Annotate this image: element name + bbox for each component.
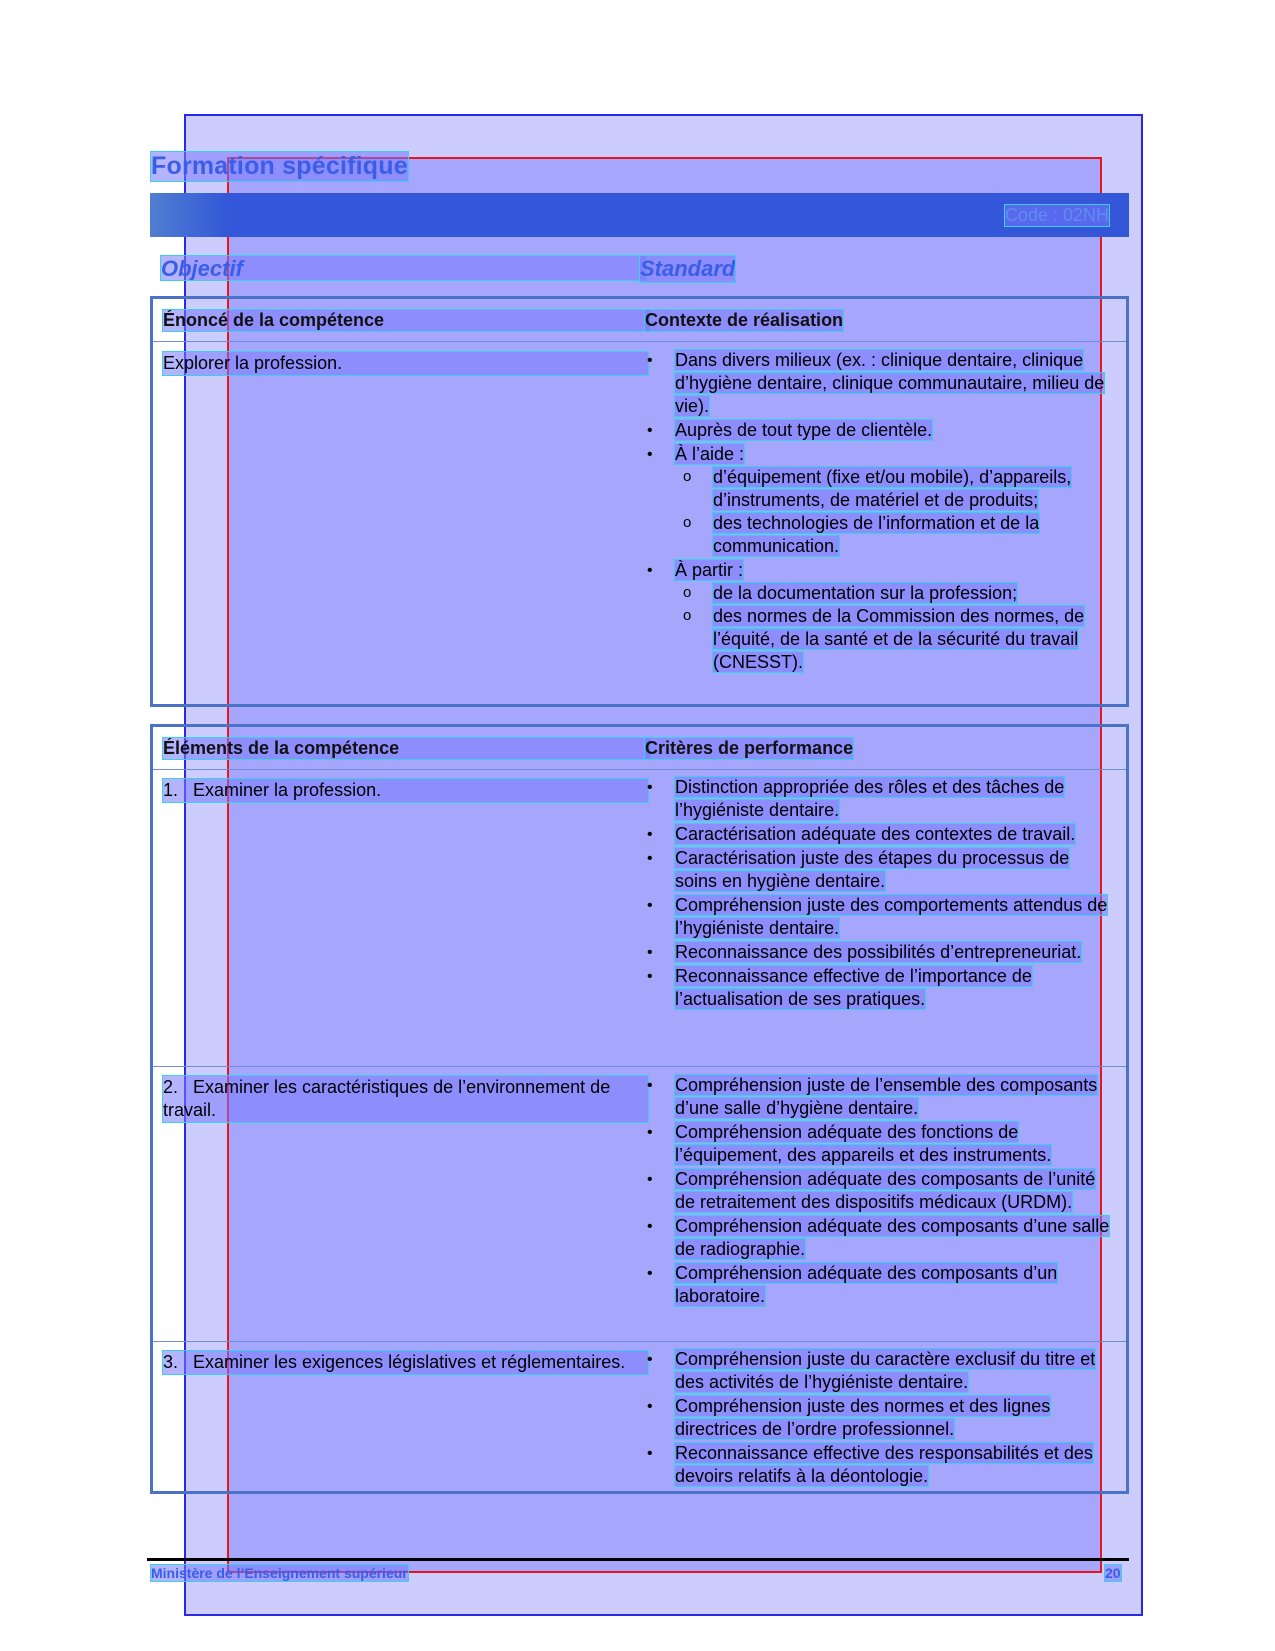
competence-table (150, 296, 1129, 707)
elements-header: Éléments de la compétence (163, 738, 650, 759)
element-2: 2. Examiner les caractéristiques de l’environnement de travail. (163, 1076, 648, 1122)
list-item: • Reconnaissance des possibilités d’entrepreneuriat. (645, 941, 1115, 964)
sub-list-item: o des normes de la Commission des normes, de l’équité, de la santé et de la sécurité du travail (CNESST). (675, 605, 1115, 674)
standard-heading: Standard (640, 256, 736, 281)
sub-list-item: o de la documentation sur la profession; (675, 582, 1115, 605)
context-list (645, 349, 1115, 675)
list-item: • Compréhension adéquate des composants d’un laboratoire. (645, 1262, 1115, 1308)
competence-table-header (153, 299, 1126, 342)
list-item: • Caractérisation adéquate des contextes de travail. (645, 823, 1115, 846)
list-item: • Compréhension adéquate des composants de l’unité de retraitement des dispositifs médicaux (URDM). (645, 1168, 1115, 1214)
list-item: • Dans divers milieux (ex. : clinique dentaire, clinique d’hygiène dentaire, clinique communautaire, milieu de vie). (645, 349, 1115, 418)
list-item: • Compréhension juste du caractère exclusif du titre et des activités de l’hygiéniste dentaire. (645, 1348, 1115, 1394)
list-item: • Compréhension juste des normes et des lignes directrices de l’ordre professionnel. (645, 1395, 1115, 1441)
list-item: • Caractérisation juste des étapes du processus de soins en hygiène dentaire. (645, 847, 1115, 893)
row-divider (153, 1341, 1126, 1342)
footer-ministry: Ministère de l’Enseignement supérieur (151, 1565, 408, 1581)
element-3: 3. Examiner les exigences législatives et réglementaires. (163, 1351, 648, 1374)
element-1: 1. Examiner la profession. (163, 779, 648, 802)
competence-statement: Explorer la profession. (163, 352, 648, 375)
row-divider (153, 1066, 1126, 1067)
sub-list-item: o d’équipement (fixe et/ou mobile), d’appareils, d’instruments, de matériel et de produits; (675, 466, 1115, 512)
title-bar (150, 193, 1129, 237)
elements-table (150, 724, 1129, 1494)
page-number: 20 (1105, 1565, 1121, 1581)
criteria-list-1 (645, 776, 1115, 1012)
criteria-header: Critères de performance (645, 738, 854, 758)
objective-heading: Objectif (161, 256, 646, 280)
list-item: • Compréhension adéquate des fonctions de l’équipement, des appareils et des instruments. (645, 1121, 1115, 1167)
list-item: • Compréhension juste de l’ensemble des composants d’une salle d’hygiène dentaire. (645, 1074, 1115, 1120)
statement-header: Énoncé de la compétence (163, 310, 650, 331)
context-header: Contexte de réalisation (645, 310, 844, 330)
list-item: • Compréhension juste des comportements attendus de l’hygiéniste dentaire. (645, 894, 1115, 940)
criteria-list-3 (645, 1348, 1115, 1489)
footer-rule (147, 1558, 1129, 1561)
list-item: • Auprès de tout type de clientèle. (645, 419, 1115, 442)
page-title: Formation spécifique (151, 152, 408, 180)
sub-list-item: o des technologies de l’information et de la communication. (675, 512, 1115, 558)
list-item: • Compréhension adéquate des composants d’une salle de radiographie. (645, 1215, 1115, 1261)
list-item: • À l’aide : o d’équipement (fixe et/ou mobile), d’appareils, d’instruments, de matériel et de produits; o des technologies de l’information et de la communication. (645, 443, 1115, 558)
list-item: • À partir : o de la documentation sur la profession; o des normes de la Commission des normes, de l’équité, de la santé et de la sécurité du travail (CNESST). (645, 559, 1115, 674)
elements-table-header (153, 727, 1126, 770)
list-item: • Reconnaissance effective des responsabilités et des devoirs relatifs à la déontologie. (645, 1442, 1115, 1488)
criteria-list-2 (645, 1074, 1115, 1309)
list-item: • Distinction appropriée des rôles et des tâches de l’hygiéniste dentaire. (645, 776, 1115, 822)
list-item: • Reconnaissance effective de l’importance de l’actualisation de ses pratiques. (645, 965, 1115, 1011)
course-code: Code : 02NH (1004, 205, 1109, 225)
